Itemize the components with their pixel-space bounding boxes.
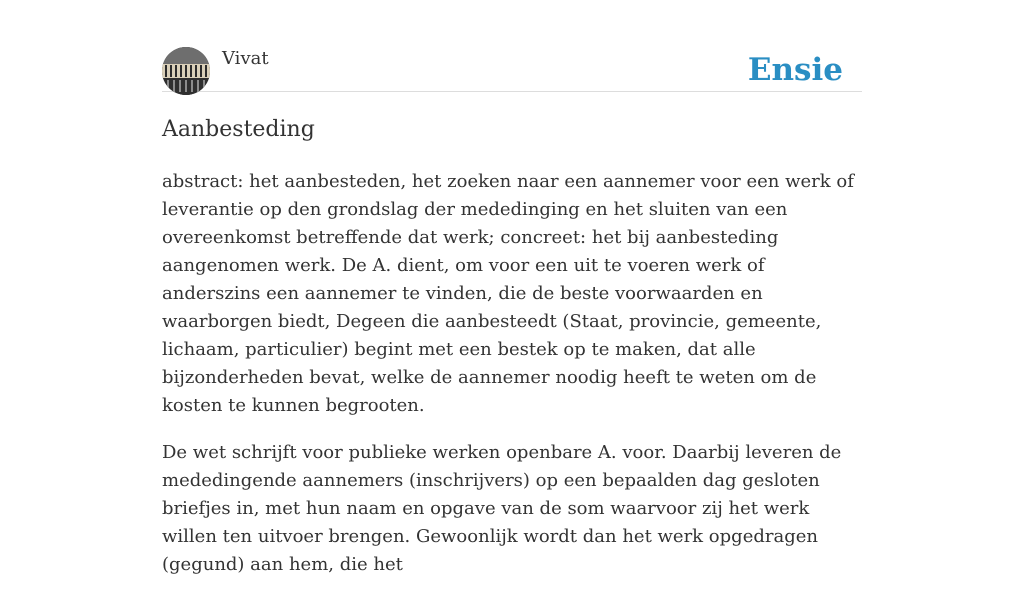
- page: [162, 0, 862, 575]
- article-paragraph: abstract: het aanbesteden, het zoeken naar een aannemer voor een werk of leverantie op den grondslag der mededinging en het sluiten van een overeenkomst betreffende dat werk; concreet: het bij aanbesteding aangenomen werk. De A. dient, om voor een uit te voeren werk of anderszins een aannemer te vinden, die de beste voorwaarden en waarborgen biedt, Degeen die aanbesteedt (Staat, provincie, gemeente, lichaam, particulier) begint met een bestek op te maken, dat alle bijzonderheden bevat, welke de aannemer noodig heeft te weten om de kosten te kunnen begrooten.: [162, 171, 854, 416]
- avatar[interactable]: [162, 47, 210, 95]
- article-paragraph: De wet schrijft voor publieke werken openbare A. voor. Daarbij leveren de mededingende aannemers (inschrijvers) op een bepaalden dag gesloten briefjes in, met hun naam en opgave van de som waarvoor zij het werk willen ten uitvoer brengen. Gewoonlijk wordt dan het werk opgedragen (gegund) aan hem, die het: [162, 442, 842, 575]
- article-title: Aanbesteding: [162, 117, 315, 142]
- bookshelf-avatar-image: [162, 47, 210, 95]
- brand-logo[interactable]: Ensie: [747, 52, 843, 88]
- header: [162, 47, 862, 92]
- article-body: [162, 168, 862, 598]
- author-name[interactable]: Vivat: [222, 48, 269, 69]
